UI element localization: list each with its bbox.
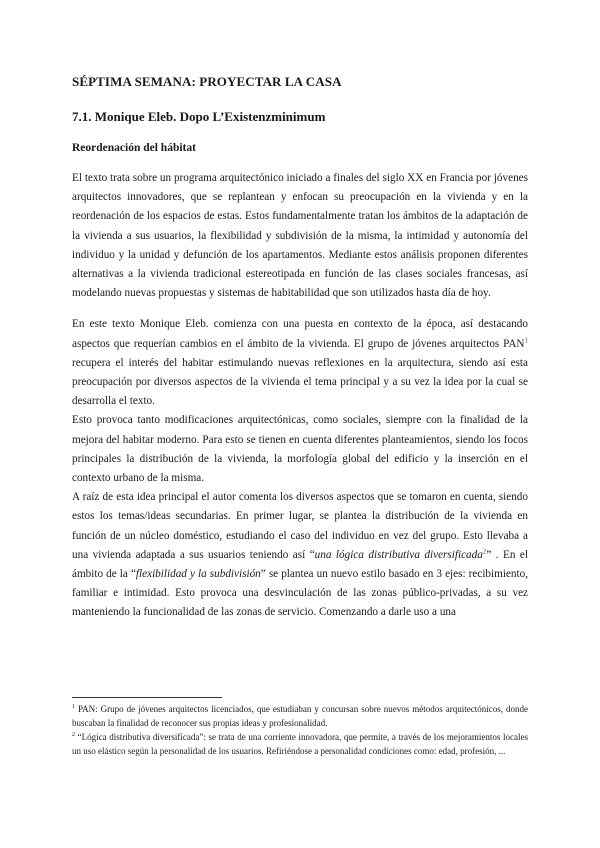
- paragraph-1: El texto trata sobre un programa arquitectónico iniciado a finales del siglo XX en Francia por jóvenes arquitectos innovadores, que se replantean y enfocan su preocupación en la vivienda y en la reordenación de los espacios de estas. Estos fundamentalmente tratan los ámbitos de la adaptación de la vivienda a sus usuarios, la flexibilidad y subdivisión de la misma, la intimidad y autonomía del individuo y la unidad y defunción de los apartamentos. Mediante estos análisis proponen diferentes alternativas a la vivienda tradicional estereotipada en función de las clases sociales francesas, así modelando nuevas propuestas y sistemas de habitabilidad que son utilizados hasta día de hoy.: [72, 172, 528, 300]
- footnote-divider: [72, 697, 222, 698]
- footnote-1-number: 1: [72, 704, 75, 710]
- footnotes: [72, 697, 528, 758]
- paragraph-2-text-a: En este texto Monique Eleb. comienza con una puesta en contexto de la época, así destacando aspectos que requerían cambios en el ámbito de la vivienda. El grupo de jóvenes arquitectos PAN: [72, 318, 528, 350]
- paragraph-4-text-c: ” se plantea un nuevo estilo basado en 3 ejes: recibimiento, familiar e intimidad. Esto provoca una desvinculación de las zonas público-privadas, a su vez manteniendo la funcionalidad de las zonas de servicio. Comenzando a darle uso a una: [72, 568, 528, 619]
- paragraph-4-text-a: A raíz de esta idea principal el autor comenta los diversos aspectos que se tomaron en cuenta, siendo estos los temas/ideas secundarias. En primer lugar, se plantea la distribución de la vivienda en función de un núcleo doméstico, estudiando el caso del individuo en vez del grupo. Esto llevaba a una vivienda adaptada a sus usuarios teniendo así “: [72, 491, 528, 561]
- footnote-2-number: 2: [72, 732, 75, 738]
- footnote-1-text: PAN: Grupo de jóvenes arquitectos licenciados, que estudiaban y concursan sobre nuevos métodos arquitectónicos, donde buscaban la finalidad de reconocer sus propias ideas y profesionalidad.: [72, 704, 528, 728]
- document-page: [72, 74, 528, 623]
- footnote-1: [72, 702, 528, 730]
- footnote-2-text: “Lógica distributiva diversificada”: se trata de una corriente innovadora, que permite, a través de los mejoramientos locales un uso elástico según la personalidad de los usuarios. Refiriéndose a personalidad condiciones como: edad, profesión, ...: [72, 732, 528, 756]
- subsection-heading: Reordenación del hábitat: [72, 142, 196, 154]
- paragraph-2: [72, 315, 528, 411]
- paragraph-3: Esto provoca tanto modificaciones arquitectónicas, como sociales, siempre con la finalidad de la mejora del habitar moderno. Para esto se tienen en cuenta diferentes planteamientos, siendo los focos principales la distribución de la vivienda, la morfología global del edificio y la inserción en el contexto urbano de la misma.: [72, 414, 528, 485]
- quote-logica-distributiva: una lógica distributiva diversificada: [314, 548, 483, 561]
- page-title: SÉPTIMA SEMANA: PROYECTAR LA CASA: [72, 74, 342, 89]
- paragraph-2-text-b: recupera el interés del habitar estimulando nuevas reflexiones en la arquitectura, siendo así esta preocupación por diversos aspectos de la vivienda el tema principal y a su vez la idea por la cual se desarrolla el texto.: [72, 356, 528, 408]
- paragraph-4: [72, 488, 528, 622]
- footnote-ref-1[interactable]: 1: [524, 335, 528, 344]
- paragraph-4-text-b: ” . En el ámbito de la “: [72, 548, 529, 581]
- footnote-2: [72, 730, 528, 758]
- quote-flexibilidad: flexibilidad y la subdivisión: [135, 568, 261, 581]
- footnote-ref-2[interactable]: 2: [482, 547, 487, 556]
- section-heading: 7.1. Monique Eleb. Dopo L’Existenzminimum: [72, 109, 326, 124]
